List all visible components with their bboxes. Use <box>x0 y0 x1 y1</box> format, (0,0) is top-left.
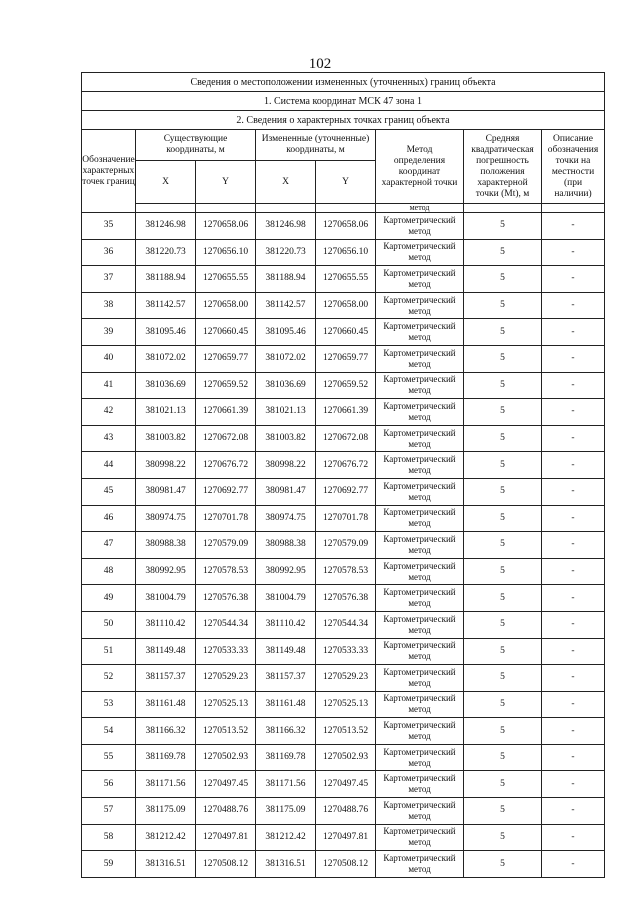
cell-y-changed: 1270655.55 <box>316 266 376 293</box>
col-header-y-changed: Y <box>316 161 376 204</box>
cell-accuracy: 5 <box>464 452 542 479</box>
table-row <box>82 478 605 505</box>
cell-y-changed: 1270701.78 <box>316 505 376 532</box>
cell-method: Картометрический метод <box>376 452 464 479</box>
cell-point-number: 42 <box>82 399 136 426</box>
cell-y-existing: 1270513.52 <box>196 718 256 745</box>
cell-y-changed: 1270488.76 <box>316 798 376 825</box>
cell-x-existing: 381003.82 <box>136 425 196 452</box>
cell-method: Картометрический метод <box>376 824 464 851</box>
cell-accuracy: 5 <box>464 478 542 505</box>
cell-point-number: 45 <box>82 478 136 505</box>
cell-y-changed: 1270576.38 <box>316 585 376 612</box>
cell-accuracy: 5 <box>464 851 542 878</box>
cell-y-changed: 1270656.10 <box>316 239 376 266</box>
cell-y-existing: 1270701.78 <box>196 505 256 532</box>
cell-y-existing: 1270676.72 <box>196 452 256 479</box>
cell-accuracy: 5 <box>464 718 542 745</box>
cell-method: Картометрический метод <box>376 478 464 505</box>
table-row <box>82 824 605 851</box>
cell-accuracy: 5 <box>464 744 542 771</box>
cell-description: - <box>542 425 605 452</box>
cell-point-number: 57 <box>82 798 136 825</box>
cell-accuracy: 5 <box>464 239 542 266</box>
cell-point-number: 43 <box>82 425 136 452</box>
cell-description: - <box>542 452 605 479</box>
cell-x-existing: 380988.38 <box>136 532 196 559</box>
cell-x-changed: 381212.42 <box>256 824 316 851</box>
cell-accuracy: 5 <box>464 611 542 638</box>
cell-x-existing: 381149.48 <box>136 638 196 665</box>
cell-y-existing: 1270502.93 <box>196 744 256 771</box>
cell-point-number: 37 <box>82 266 136 293</box>
cell-y-existing: 1270488.76 <box>196 798 256 825</box>
cell-y-existing: 1270660.45 <box>196 319 256 346</box>
cell-point-number: 46 <box>82 505 136 532</box>
cell-x-changed: 381175.09 <box>256 798 316 825</box>
cell-x-changed: 381188.94 <box>256 266 316 293</box>
cell-x-changed: 380974.75 <box>256 505 316 532</box>
cell-method: Картометрический метод <box>376 292 464 319</box>
cell-y-existing: 1270497.45 <box>196 771 256 798</box>
cell-method: Картометрический метод <box>376 345 464 372</box>
cell-x-changed: 381171.56 <box>256 771 316 798</box>
cell-x-existing: 381220.73 <box>136 239 196 266</box>
cell-description: - <box>542 292 605 319</box>
cell-x-existing: 381188.94 <box>136 266 196 293</box>
cell-description: - <box>542 266 605 293</box>
cell-description: - <box>542 798 605 825</box>
cell-x-changed: 380988.38 <box>256 532 316 559</box>
cell-method: Картометрический метод <box>376 213 464 240</box>
cell-y-existing: 1270692.77 <box>196 478 256 505</box>
table-row <box>82 744 605 771</box>
cell-method: Картометрический метод <box>376 744 464 771</box>
cell-y-changed: 1270544.34 <box>316 611 376 638</box>
cell-x-existing: 380998.22 <box>136 452 196 479</box>
cell-y-existing: 1270659.52 <box>196 372 256 399</box>
cell-y-existing: 1270658.00 <box>196 292 256 319</box>
cell-y-changed: 1270672.08 <box>316 425 376 452</box>
cell-y-existing: 1270579.09 <box>196 532 256 559</box>
coordinate-system: 1. Система координат МСК 47 зона 1 <box>82 92 605 111</box>
cell-point-number: 44 <box>82 452 136 479</box>
cell-x-existing: 381166.32 <box>136 718 196 745</box>
table-row <box>82 292 605 319</box>
cell-accuracy: 5 <box>464 532 542 559</box>
cell-description: - <box>542 771 605 798</box>
cell-y-changed: 1270578.53 <box>316 558 376 585</box>
cell-description: - <box>542 372 605 399</box>
cell-x-changed: 381149.48 <box>256 638 316 665</box>
cell-x-existing: 381169.78 <box>136 744 196 771</box>
cell-y-changed: 1270659.52 <box>316 372 376 399</box>
cell-x-changed: 381166.32 <box>256 718 316 745</box>
table-row <box>82 691 605 718</box>
cell-y-existing: 1270659.77 <box>196 345 256 372</box>
cell-x-changed: 381072.02 <box>256 345 316 372</box>
cell-x-changed: 381246.98 <box>256 213 316 240</box>
cell-accuracy: 5 <box>464 292 542 319</box>
col-header-designation: Обозначение характерных точек границ <box>82 130 136 213</box>
col-header-accuracy: Средняя квадратическая погрешность положения характерной точки (Mt), м <box>464 130 542 204</box>
coordinates-table <box>81 72 605 878</box>
cell-x-changed: 380992.95 <box>256 558 316 585</box>
cell-method: Картометрический метод <box>376 319 464 346</box>
cell-y-existing: 1270578.53 <box>196 558 256 585</box>
cell-accuracy: 5 <box>464 771 542 798</box>
table-row <box>82 213 605 240</box>
cell-y-existing: 1270533.33 <box>196 638 256 665</box>
table-row <box>82 266 605 293</box>
cell-description: - <box>542 478 605 505</box>
cell-description: - <box>542 213 605 240</box>
cell-method: Картометрический метод <box>376 798 464 825</box>
cell-description: - <box>542 851 605 878</box>
table-row <box>82 585 605 612</box>
col-header-existing: Существующие координаты, м <box>136 130 256 161</box>
cell-description: - <box>542 532 605 559</box>
cell-description: - <box>542 665 605 692</box>
cell-x-existing: 381212.42 <box>136 824 196 851</box>
cell-accuracy: 5 <box>464 638 542 665</box>
table-row <box>82 452 605 479</box>
cell-method: Картометрический метод <box>376 851 464 878</box>
cell-point-number: 39 <box>82 319 136 346</box>
cell-description: - <box>542 585 605 612</box>
col-header-x-changed: X <box>256 161 316 204</box>
table-title: Сведения о местоположении измененных (уточненных) границ объекта <box>82 73 605 92</box>
cell-y-changed: 1270658.06 <box>316 213 376 240</box>
cell-accuracy: 5 <box>464 558 542 585</box>
col-header-description: Описание обозначения точки на местности (при наличии) <box>542 130 605 204</box>
cell-description: - <box>542 638 605 665</box>
cell-point-number: 52 <box>82 665 136 692</box>
cell-x-changed: 381036.69 <box>256 372 316 399</box>
cell-accuracy: 5 <box>464 824 542 851</box>
cell-point-number: 40 <box>82 345 136 372</box>
col-header-x-existing: X <box>136 161 196 204</box>
cell-x-existing: 381316.51 <box>136 851 196 878</box>
cell-y-changed: 1270513.52 <box>316 718 376 745</box>
table-row <box>82 319 605 346</box>
cell-y-existing: 1270576.38 <box>196 585 256 612</box>
table-row <box>82 345 605 372</box>
table-row <box>82 638 605 665</box>
cell-y-changed: 1270508.12 <box>316 851 376 878</box>
cell-x-existing: 380992.95 <box>136 558 196 585</box>
cell-point-number: 59 <box>82 851 136 878</box>
page-number: 102 <box>308 56 332 72</box>
cell-y-existing: 1270529.23 <box>196 665 256 692</box>
cell-x-changed: 381220.73 <box>256 239 316 266</box>
cell-point-number: 48 <box>82 558 136 585</box>
cell-y-changed: 1270497.45 <box>316 771 376 798</box>
cell-accuracy: 5 <box>464 798 542 825</box>
cell-method: Картометрический метод <box>376 372 464 399</box>
cell-x-changed: 381161.48 <box>256 691 316 718</box>
cell-x-changed: 381004.79 <box>256 585 316 612</box>
cell-point-number: 53 <box>82 691 136 718</box>
table-row <box>82 505 605 532</box>
cell-accuracy: 5 <box>464 213 542 240</box>
cell-point-number: 38 <box>82 292 136 319</box>
cell-y-existing: 1270525.13 <box>196 691 256 718</box>
col-header-changed: Измененные (уточненные) координаты, м <box>256 130 376 161</box>
cell-y-existing: 1270672.08 <box>196 425 256 452</box>
table-row <box>82 851 605 878</box>
cell-point-number: 49 <box>82 585 136 612</box>
table-row <box>82 239 605 266</box>
cell-y-changed: 1270529.23 <box>316 665 376 692</box>
cell-x-changed: 380981.47 <box>256 478 316 505</box>
cell-accuracy: 5 <box>464 505 542 532</box>
cell-x-existing: 381004.79 <box>136 585 196 612</box>
cell-accuracy: 5 <box>464 372 542 399</box>
cell-x-existing: 381036.69 <box>136 372 196 399</box>
cell-x-changed: 381169.78 <box>256 744 316 771</box>
cell-x-existing: 381246.98 <box>136 213 196 240</box>
cell-x-changed: 381142.57 <box>256 292 316 319</box>
cell-accuracy: 5 <box>464 691 542 718</box>
cell-x-changed: 381095.46 <box>256 319 316 346</box>
cell-x-changed: 381021.13 <box>256 399 316 426</box>
cell-description: - <box>542 611 605 638</box>
col-header-method: Метод определения координат характерной точки <box>376 130 464 204</box>
cell-description: - <box>542 505 605 532</box>
cell-point-number: 41 <box>82 372 136 399</box>
cell-x-changed: 381003.82 <box>256 425 316 452</box>
cell-x-existing: 381021.13 <box>136 399 196 426</box>
cell-y-existing: 1270508.12 <box>196 851 256 878</box>
cell-y-changed: 1270660.45 <box>316 319 376 346</box>
cell-y-existing: 1270656.10 <box>196 239 256 266</box>
cell-y-changed: 1270579.09 <box>316 532 376 559</box>
table-row <box>82 718 605 745</box>
cell-y-existing: 1270655.55 <box>196 266 256 293</box>
cell-y-changed: 1270676.72 <box>316 452 376 479</box>
cell-description: - <box>542 691 605 718</box>
cell-method: Картометрический метод <box>376 239 464 266</box>
cell-y-changed: 1270525.13 <box>316 691 376 718</box>
cell-x-existing: 380981.47 <box>136 478 196 505</box>
cell-description: - <box>542 345 605 372</box>
cell-accuracy: 5 <box>464 345 542 372</box>
cell-accuracy: 5 <box>464 665 542 692</box>
cell-accuracy: 5 <box>464 399 542 426</box>
table-row <box>82 532 605 559</box>
cell-description: - <box>542 399 605 426</box>
table-row <box>82 665 605 692</box>
cell-y-existing: 1270497.81 <box>196 824 256 851</box>
cell-x-existing: 381171.56 <box>136 771 196 798</box>
cell-y-changed: 1270497.81 <box>316 824 376 851</box>
cell-method: Картометрический метод <box>376 558 464 585</box>
cell-point-number: 36 <box>82 239 136 266</box>
cell-x-existing: 381142.57 <box>136 292 196 319</box>
cell-x-changed: 381316.51 <box>256 851 316 878</box>
table-row <box>82 558 605 585</box>
cell-method: Картометрический метод <box>376 266 464 293</box>
col-header-y-existing: Y <box>196 161 256 204</box>
cell-y-existing: 1270658.06 <box>196 213 256 240</box>
cell-method: Картометрический метод <box>376 425 464 452</box>
cell-method: Картометрический метод <box>376 638 464 665</box>
cell-method: Картометрический метод <box>376 691 464 718</box>
cell-method: Картометрический метод <box>376 718 464 745</box>
cell-y-changed: 1270533.33 <box>316 638 376 665</box>
cell-description: - <box>542 824 605 851</box>
cell-point-number: 58 <box>82 824 136 851</box>
cell-y-existing: 1270544.34 <box>196 611 256 638</box>
cell-y-changed: 1270692.77 <box>316 478 376 505</box>
cell-x-changed: 381157.37 <box>256 665 316 692</box>
cell-point-number: 54 <box>82 718 136 745</box>
table-row <box>82 771 605 798</box>
cell-point-number: 50 <box>82 611 136 638</box>
cell-method: Картометрический метод <box>376 505 464 532</box>
cell-x-existing: 381175.09 <box>136 798 196 825</box>
table-row <box>82 372 605 399</box>
cell-x-existing: 381110.42 <box>136 611 196 638</box>
table-row <box>82 798 605 825</box>
cell-method: Картометрический метод <box>376 532 464 559</box>
cell-accuracy: 5 <box>464 319 542 346</box>
cell-description: - <box>542 239 605 266</box>
col-header-method-tail: метод <box>376 204 464 213</box>
cell-point-number: 51 <box>82 638 136 665</box>
cell-point-number: 55 <box>82 744 136 771</box>
table-row <box>82 611 605 638</box>
cell-x-existing: 381157.37 <box>136 665 196 692</box>
cell-y-existing: 1270661.39 <box>196 399 256 426</box>
cell-accuracy: 5 <box>464 585 542 612</box>
cell-y-changed: 1270661.39 <box>316 399 376 426</box>
cell-method: Картометрический метод <box>376 665 464 692</box>
table-row <box>82 399 605 426</box>
cell-x-existing: 381072.02 <box>136 345 196 372</box>
cell-point-number: 56 <box>82 771 136 798</box>
cell-y-changed: 1270659.77 <box>316 345 376 372</box>
cell-accuracy: 5 <box>464 425 542 452</box>
cell-accuracy: 5 <box>464 266 542 293</box>
cell-point-number: 35 <box>82 213 136 240</box>
cell-method: Картометрический метод <box>376 771 464 798</box>
cell-method: Картометрический метод <box>376 585 464 612</box>
cell-x-existing: 381095.46 <box>136 319 196 346</box>
cell-method: Картометрический метод <box>376 399 464 426</box>
cell-x-changed: 381110.42 <box>256 611 316 638</box>
cell-point-number: 47 <box>82 532 136 559</box>
cell-y-changed: 1270502.93 <box>316 744 376 771</box>
cell-description: - <box>542 744 605 771</box>
cell-description: - <box>542 558 605 585</box>
cell-description: - <box>542 319 605 346</box>
cell-x-changed: 380998.22 <box>256 452 316 479</box>
cell-description: - <box>542 718 605 745</box>
cell-x-existing: 381161.48 <box>136 691 196 718</box>
cell-method: Картометрический метод <box>376 611 464 638</box>
cell-x-existing: 380974.75 <box>136 505 196 532</box>
table-row <box>82 425 605 452</box>
cell-y-changed: 1270658.00 <box>316 292 376 319</box>
section-title: 2. Сведения о характерных точках границ объекта <box>82 111 605 130</box>
